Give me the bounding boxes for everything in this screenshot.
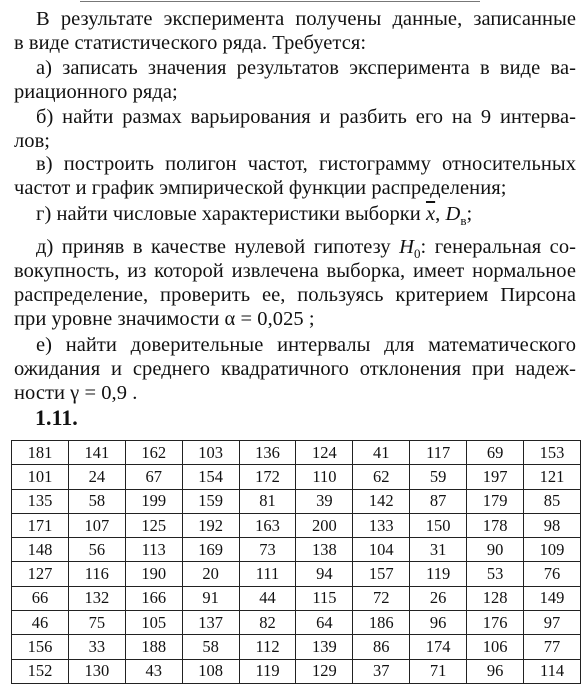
table-cell: 154	[182, 465, 239, 489]
table-cell: 46	[12, 611, 69, 635]
table-row	[12, 513, 581, 537]
d-subscript: в	[460, 213, 467, 229]
table-cell: 105	[125, 611, 182, 635]
item-e-line-2: вокупность, из которой извлечена выборка, имеет нормальное	[14, 260, 576, 282]
table-cell: 81	[239, 489, 296, 513]
table-cell: 129	[296, 659, 353, 683]
table-cell: 111	[239, 562, 296, 586]
table-cell: 91	[182, 586, 239, 610]
table-row	[12, 489, 581, 513]
table-cell: 53	[467, 562, 524, 586]
table-cell: 130	[68, 659, 125, 683]
table-cell: 152	[12, 659, 69, 683]
table-cell: 135	[12, 489, 69, 513]
table-cell: 156	[12, 635, 69, 659]
table-cell: 56	[68, 538, 125, 562]
item-e-text-end: : генеральная со-	[420, 236, 576, 258]
table-cell: 166	[125, 586, 182, 610]
item-c-line-1: в) построить полигон частот, гистограмму относительных	[36, 153, 576, 175]
table-cell: 119	[239, 659, 296, 683]
table-row	[12, 465, 581, 489]
table-cell: 197	[467, 465, 524, 489]
table-cell: 199	[125, 489, 182, 513]
table-cell: 162	[125, 441, 182, 465]
h-subscript: 0	[413, 246, 421, 262]
table-cell: 188	[125, 635, 182, 659]
table-cell: 37	[353, 659, 410, 683]
table-cell: 179	[467, 489, 524, 513]
table-cell: 71	[410, 659, 467, 683]
table-cell: 26	[410, 586, 467, 610]
table-cell: 103	[182, 441, 239, 465]
table-cell: 124	[296, 441, 353, 465]
table-cell: 87	[410, 489, 467, 513]
table-cell: 66	[12, 586, 69, 610]
table-row	[12, 635, 581, 659]
table-cell: 90	[467, 538, 524, 562]
table-row	[12, 611, 581, 635]
table-row	[12, 562, 581, 586]
data-table-body	[12, 441, 581, 684]
table-cell: 64	[296, 611, 353, 635]
table-cell: 106	[467, 635, 524, 659]
table-cell: 73	[239, 538, 296, 562]
table-cell: 75	[68, 611, 125, 635]
table-cell: 172	[239, 465, 296, 489]
table-cell: 128	[467, 586, 524, 610]
table-cell: 58	[68, 489, 125, 513]
intro-line-2: в виде статистического ряда. Требуется:	[14, 32, 367, 54]
item-a-line-1: а) записать значения результатов эксперимента в виде ва-	[36, 57, 576, 79]
table-cell: 39	[296, 489, 353, 513]
table-cell: 125	[125, 513, 182, 537]
table-cell: 159	[182, 489, 239, 513]
table-cell: 113	[125, 538, 182, 562]
table-cell: 97	[524, 611, 581, 635]
table-cell: 136	[239, 441, 296, 465]
table-cell: 119	[410, 562, 467, 586]
table-cell: 44	[239, 586, 296, 610]
table-cell: 115	[296, 586, 353, 610]
table-cell: 69	[467, 441, 524, 465]
table-cell: 133	[353, 513, 410, 537]
table-cell: 76	[524, 562, 581, 586]
table-cell: 108	[182, 659, 239, 683]
table-cell: 96	[410, 611, 467, 635]
table-cell: 109	[524, 538, 581, 562]
item-d-text: г) найти числовые характеристики выборки	[36, 203, 426, 225]
table-cell: 138	[296, 538, 353, 562]
table-cell: 104	[353, 538, 410, 562]
table-cell: 96	[467, 659, 524, 683]
table-cell: 58	[182, 635, 239, 659]
table-cell: 59	[410, 465, 467, 489]
table-cell: 43	[125, 659, 182, 683]
item-f-line-1: е) найти доверительные интервалы для математического	[36, 334, 576, 356]
table-row	[12, 538, 581, 562]
item-f-line-3: ности γ = 0,9 .	[14, 382, 138, 404]
table-cell: 192	[182, 513, 239, 537]
table-cell: 77	[524, 635, 581, 659]
item-b-line-1: б) найти размах варьирования и разбить его на 9 интерва-	[36, 106, 576, 128]
table-cell: 67	[125, 465, 182, 489]
item-d-line	[36, 202, 576, 233]
table-cell: 33	[68, 635, 125, 659]
table-cell: 82	[239, 611, 296, 635]
table-cell: 132	[68, 586, 125, 610]
table-cell: 101	[12, 465, 69, 489]
table-cell: 62	[353, 465, 410, 489]
table-cell: 139	[296, 635, 353, 659]
table-cell: 200	[296, 513, 353, 537]
table-cell: 127	[12, 562, 69, 586]
table-cell: 121	[524, 465, 581, 489]
table-cell: 186	[353, 611, 410, 635]
table-cell: 116	[68, 562, 125, 586]
table-cell: 24	[68, 465, 125, 489]
table-cell: 148	[12, 538, 69, 562]
table-cell: 137	[182, 611, 239, 635]
item-d-separator: ,	[435, 203, 446, 225]
table-row	[12, 659, 581, 683]
item-d-end: ;	[466, 203, 473, 225]
item-c-line-2: частот и график эмпирической функции распределения;	[14, 177, 507, 199]
x-bar-symbol: $\overline{x}$	[425, 203, 436, 225]
table-row	[12, 586, 581, 610]
table-cell: 181	[12, 441, 69, 465]
table-cell: 114	[524, 659, 581, 683]
table-row	[12, 441, 581, 465]
item-e-line-4: при уровне значимости α = 0,025 ;	[14, 308, 315, 330]
table-cell: 141	[68, 441, 125, 465]
table-cell: 107	[68, 513, 125, 537]
table-cell: 150	[410, 513, 467, 537]
d-symbol: D	[445, 203, 461, 225]
table-cell: 176	[467, 611, 524, 635]
table-cell: 112	[239, 635, 296, 659]
item-a-line-2: риационного ряда;	[14, 81, 178, 103]
table-cell: 20	[182, 562, 239, 586]
table-cell: 190	[125, 562, 182, 586]
table-cell: 171	[12, 513, 69, 537]
table-cell: 72	[353, 586, 410, 610]
table-cell: 153	[524, 441, 581, 465]
table-cell: 169	[182, 538, 239, 562]
item-e-line-3: распределение, проверить ее, пользуясь критерием Пирсона	[14, 284, 576, 306]
table-cell: 94	[296, 562, 353, 586]
table-cell: 149	[524, 586, 581, 610]
table-cell: 157	[353, 562, 410, 586]
table-cell: 86	[353, 635, 410, 659]
problem-number: 1.11.	[35, 405, 78, 430]
table-cell: 85	[524, 489, 581, 513]
top-edge-rule	[80, 1, 480, 2]
item-e-text: д) приняв в качестве нулевой гипотезу	[36, 236, 400, 258]
table-cell: 178	[467, 513, 524, 537]
table-cell: 41	[353, 441, 410, 465]
table-cell: 174	[410, 635, 467, 659]
h-symbol: H	[399, 236, 414, 258]
table-cell: 142	[353, 489, 410, 513]
item-f-line-2: ожидания и среднего квадратичного отклонения при надеж-	[14, 358, 576, 380]
table-cell: 98	[524, 513, 581, 537]
data-table	[11, 440, 581, 684]
table-cell: 163	[239, 513, 296, 537]
item-b-line-2: лов;	[14, 130, 51, 152]
table-cell: 117	[410, 441, 467, 465]
intro-line-1: В результате эксперимента получены данные, записанные	[36, 8, 576, 30]
table-cell: 31	[410, 538, 467, 562]
table-cell: 110	[296, 465, 353, 489]
